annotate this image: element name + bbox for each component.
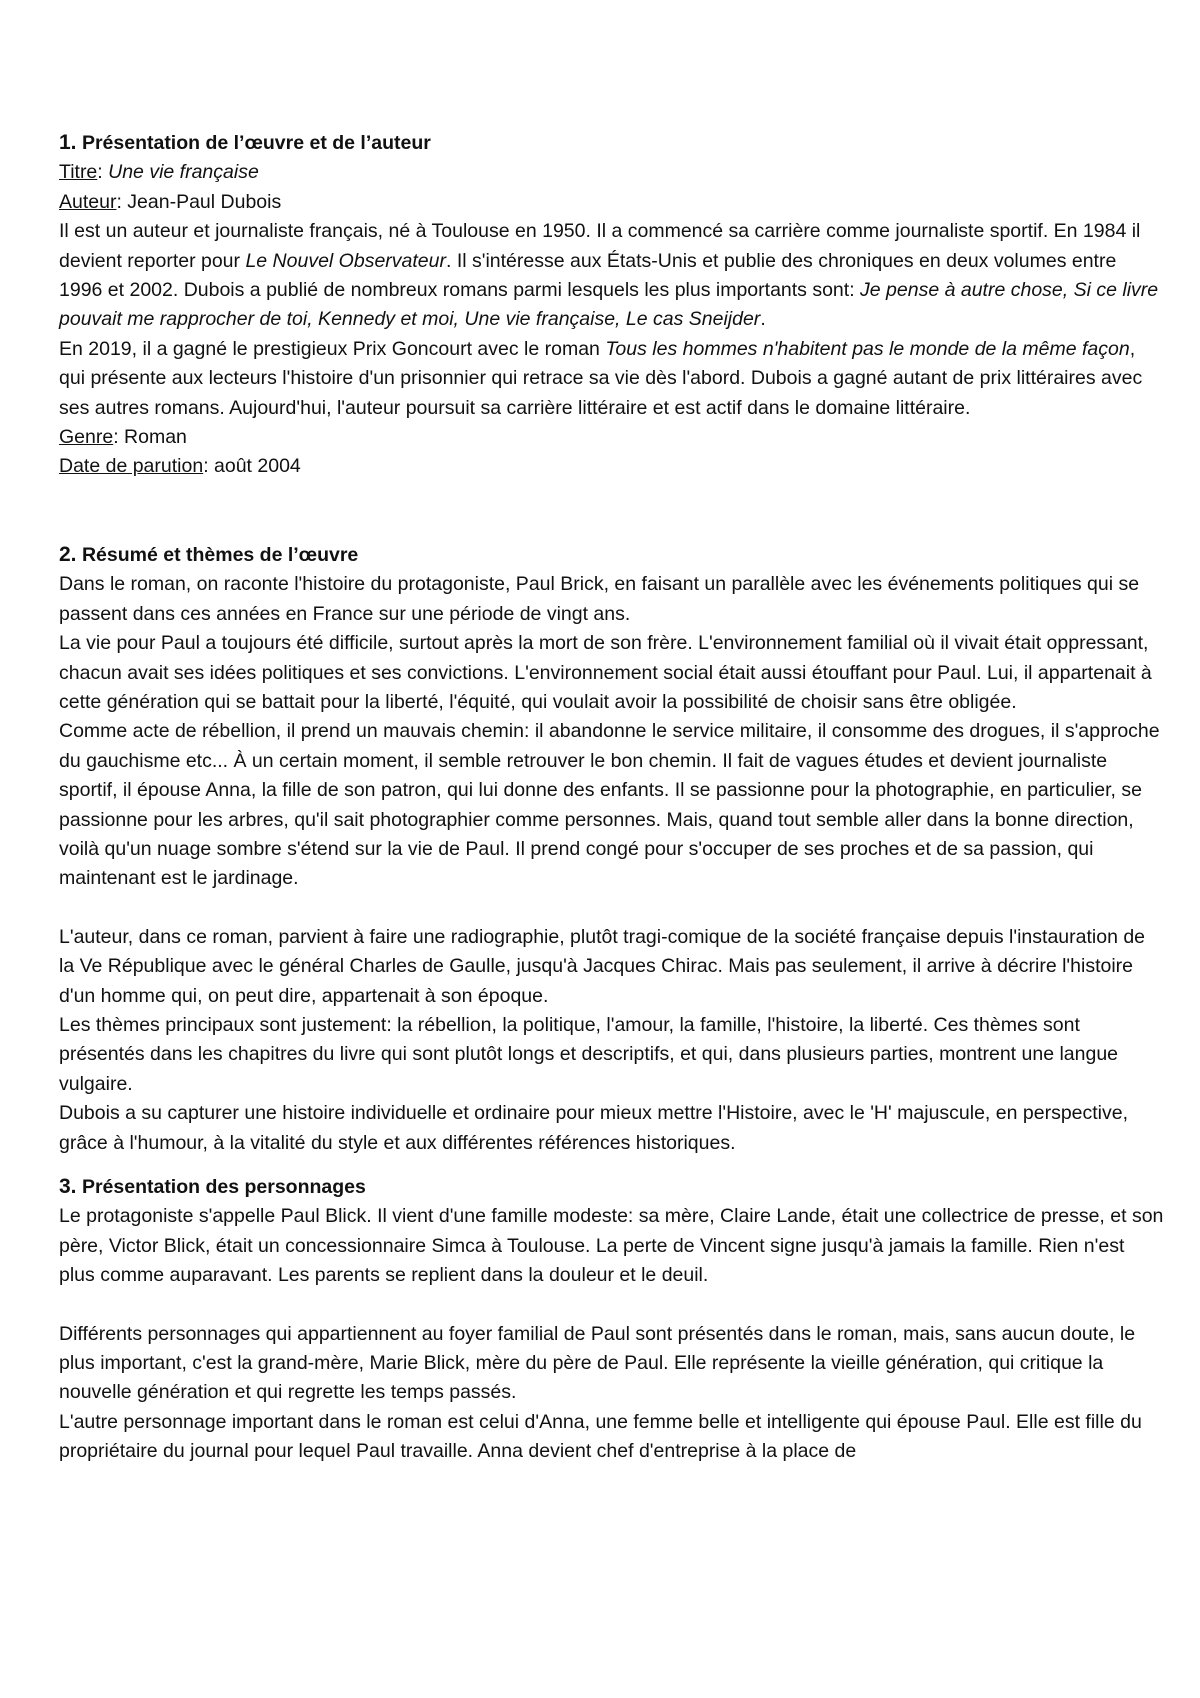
bio-text: . [760,308,766,331]
section-heading-personnages [59,1172,1164,1202]
book-list: Je pense à autre chose, Si ce livre pouvait me rapprocher de toi, Kennedy et moi, Une vie française, Le cas Sneijder [59,279,1159,331]
date-label: Date de parution [59,455,204,478]
resume-paragraph: Dubois a su capturer une histoire individuelle et ordinaire pour mieux mettre l'Histoire, avec le 'H' majuscule, en perspective, grâce à l'humour, à la vitalité du style et aux différentes références historiques. [59,1102,1129,1154]
journal-name: Le Nouvel Observateur [245,249,446,272]
resume-paragraph: L'auteur, dans ce roman, parvient à faire une radiographie, plutôt tragi-comique de la société française depuis l'instauration de la Ve République avec le général Charles de Gaulle, jusqu'à Jacques Chirac. Mais pas seulement, il arrive à décrire l'histoire d'un homme qui, on peut dire, appartenait à son époque. [59,925,1146,1007]
characters-paragraph: L'autre personnage important dans le roman est celui d'Anna, une femme belle et intelligente qui épouse Paul. Elle est fille du propriétaire du journal pour lequel Paul travaille. Anna devient chef d'entreprise à la place de [59,1410,1142,1463]
section-number: 2. [59,542,77,566]
characters-paragraph: Différents personnages qui appartiennent au foyer familial de Paul sont présentés dans le roman, mais, sans aucun doute, le plus important, c'est la grand-mère, Marie Blick, mère du père de Paul. Elle représente la vieille génération, qui critique la nouvelle génération et qui regrette les temps passés. [59,1322,1136,1404]
resume-paragraph: Dans le roman, on raconte l'histoire du protagoniste, Paul Brick, en faisant un parallèle avec les événements politiques qui se passent dans ces années en France sur une période de vingt ans. [59,573,1140,625]
document-page [59,128,1164,1467]
spacer [59,1158,1164,1172]
section-title: Présentation de l’œuvre et de l’auteur [81,132,431,154]
date-value: : août 2004 [203,455,301,478]
bio-text: . Il s'intéresse aux États-Unis et publie des chroniques en deux volumes entre 1996 et 2002. Dubois a publié de nombreux romans parmi lesquels les plus importants sont: [59,249,1117,302]
titre-line: Titre: Une vie française [59,161,259,184]
genre-label: Genre [59,426,114,449]
section-heading-resume [59,540,1164,570]
genre-value: : Roman [113,426,187,449]
goncourt-paragraph [59,335,1164,423]
titre-label: Titre [59,161,98,184]
characters-paragraph: Le protagoniste s'appelle Paul Blick. Il vient d'une famille modeste: sa mère, Claire Lande, était une collectrice de presse, et son père, Victor Blick, était un concessionnaire Simca à Toulouse. La perte de Vincent signe jusqu'à jamais la famille. Rien n'est plus comme auparavant. Les parents se replient dans la douleur et le deuil. [59,1205,1164,1287]
genre-line [59,423,1164,452]
section-heading-presentation [59,128,1164,158]
bio-text: Il est un auteur et journaliste français, né à Toulouse en 1950. Il a commencé sa carrière comme journaliste sportif. En 1984 il devient reporter pour [59,220,1141,272]
section-title: Présentation des personnages [81,1176,366,1198]
resume-paragraph: Comme acte de rébellion, il prend un mauvais chemin: il abandonne le service militaire, il consomme des drogues, il s'approche du gauchisme etc... À un certain moment, il semble retrouver le bon chemin. Il fait de vagues études et devient journaliste sportif, il épouse Anna, la fille de son patron, qui lui donne des enfants. Il se passionne pour la photographie, en particulier, se passionne pour les arbres, qu'il sait photographier comme personnes. Mais, quand tout semble aller dans la bonne direction, voilà qu'un nuage sombre s'étend sur la vie de Paul. Il prend congé pour s'occuper de ses proches et de sa passion, qui maintenant est le jardinage. [59,720,1160,890]
section-title: Résumé et thèmes de l’œuvre [81,543,359,566]
spacer [59,1291,1164,1320]
section-number: 3. [59,1175,77,1198]
book-title: Tous les hommes n'habitent pas le monde de la même façon [605,337,1130,360]
bio-text: , qui présente aux lecteurs l'histoire d'un prisonnier qui retrace sa vie dès l'abord. Dubois a gagné autant de prix littéraires avec ses autres romans. Aujourd'hui, l'auteur poursuit sa carrière littéraire et est actif dans le domaine littéraire. [59,337,1143,419]
spacer [59,482,1164,540]
themes-paragraph: Les thèmes principaux sont justement: la rébellion, la politique, l'amour, la famille, l'histoire, la liberté. Ces thèmes sont présentés dans les chapitres du livre qui sont plutôt longs et descriptifs, et qui, dans plusieurs parties, montrent une langue vulgaire. [59,1013,1119,1095]
auteur-label: Auteur [59,190,117,213]
resume-paragraph: La vie pour Paul a toujours été difficile, surtout après la mort de son frère. L'environnement familial où il vivait était oppressant, chacun avait ses idées politiques et ses convictions. L'environnement social était aussi étouffant pour Paul. Lui, il appartenait à cette génération qui se battait pour la liberté, l'équité, qui voulait avoir la possibilité de choisir sans être obligée. [59,632,1152,713]
author-bio-paragraph [59,217,1164,335]
auteur-value: Jean-Paul Dubois [127,190,282,213]
spacer [59,894,1164,923]
titre-value: Une vie française [108,161,259,184]
auteur-line: Auteur: Jean-Paul Dubois [59,190,282,213]
date-line [59,452,1164,481]
bio-text: En 2019, il a gagné le prestigieux Prix Goncourt avec le roman [59,337,606,360]
section-number: 1. [59,131,77,154]
